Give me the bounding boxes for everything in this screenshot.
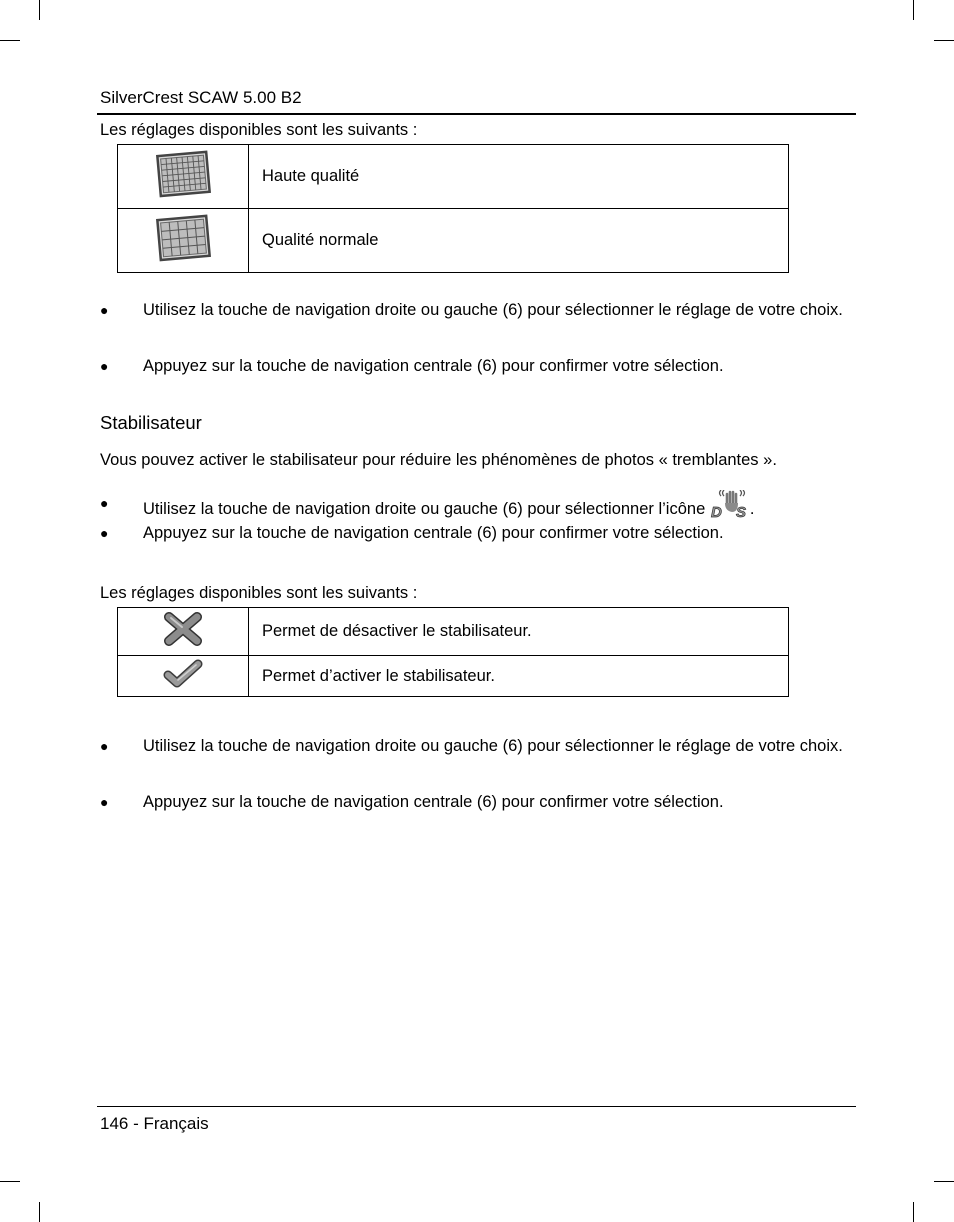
crop-mark <box>39 1202 40 1222</box>
intro-text: Les réglages disponibles sont les suivants : <box>100 584 418 602</box>
footer-divider <box>97 1106 856 1107</box>
crop-mark <box>934 40 954 41</box>
page-header-title: SilverCrest SCAW 5.00 B2 <box>100 88 302 107</box>
table-row <box>118 608 789 656</box>
table-row <box>118 209 789 273</box>
bullet-icon: ● <box>100 302 109 318</box>
bullet-icon: ● <box>100 495 109 511</box>
list-item-text: Utilisez la touche de navigation droite ou gauche (6) pour sélectionner l’icône <box>143 500 706 518</box>
list-item-text: Appuyez sur la touche de navigation centrale (6) pour confirmer votre sélection. <box>143 524 724 542</box>
stabilizer-off-label: Permet de désactiver le stabilisateur. <box>249 608 789 656</box>
svg-text:S: S <box>735 504 746 518</box>
stabilizer-settings-table <box>117 607 789 697</box>
stabilizer-on-label: Permet d’activer le stabilisateur. <box>249 656 789 697</box>
list-item-text: Utilisez la touche de navigation droite ou gauche (6) pour sélectionner le réglage de votre choix. <box>143 737 843 755</box>
crop-mark <box>0 40 20 41</box>
high-quality-grid-icon <box>154 149 212 199</box>
quality-settings-table <box>117 144 789 273</box>
crop-mark <box>913 1202 914 1222</box>
normal-quality-grid-icon <box>154 213 212 263</box>
header-divider <box>97 113 856 115</box>
section-heading: Stabilisateur <box>100 412 202 433</box>
list-item <box>100 297 852 324</box>
section-text: Vous pouvez activer le stabilisateur pour réduire les phénomènes de photos « tremblantes ». <box>100 451 777 469</box>
bullet-icon: ● <box>100 358 109 374</box>
list-item-suffix: . <box>749 500 755 518</box>
quality-label: Qualité normale <box>249 209 789 273</box>
bullet-icon: ● <box>100 794 109 810</box>
cross-icon <box>162 611 204 647</box>
list-item-text: Utilisez la touche de navigation droite ou gauche (6) pour sélectionner le réglage de votre choix. <box>143 301 843 319</box>
table-row <box>118 145 789 209</box>
list-item <box>100 490 852 523</box>
bullet-icon: ● <box>100 738 109 754</box>
page-number: 146 - Français <box>100 1114 209 1133</box>
crop-mark <box>39 0 40 20</box>
list-item <box>100 789 852 816</box>
svg-text:D: D <box>710 504 722 518</box>
intro-text: Les réglages disponibles sont les suivants : <box>100 121 418 139</box>
checkmark-icon <box>162 658 204 690</box>
list-item-text: Appuyez sur la touche de navigation centrale (6) pour confirmer votre sélection. <box>143 793 724 811</box>
table-row <box>118 656 789 697</box>
quality-label: Haute qualité <box>249 145 789 209</box>
list-item <box>100 733 852 760</box>
list-item <box>100 353 852 380</box>
crop-mark <box>913 0 914 20</box>
list-item-text: Appuyez sur la touche de navigation centrale (6) pour confirmer votre sélection. <box>143 357 724 375</box>
crop-mark <box>0 1181 20 1182</box>
stabilizer-dis-icon <box>710 490 750 518</box>
bullet-icon: ● <box>100 525 109 541</box>
crop-mark <box>934 1181 954 1182</box>
list-item <box>100 520 852 547</box>
